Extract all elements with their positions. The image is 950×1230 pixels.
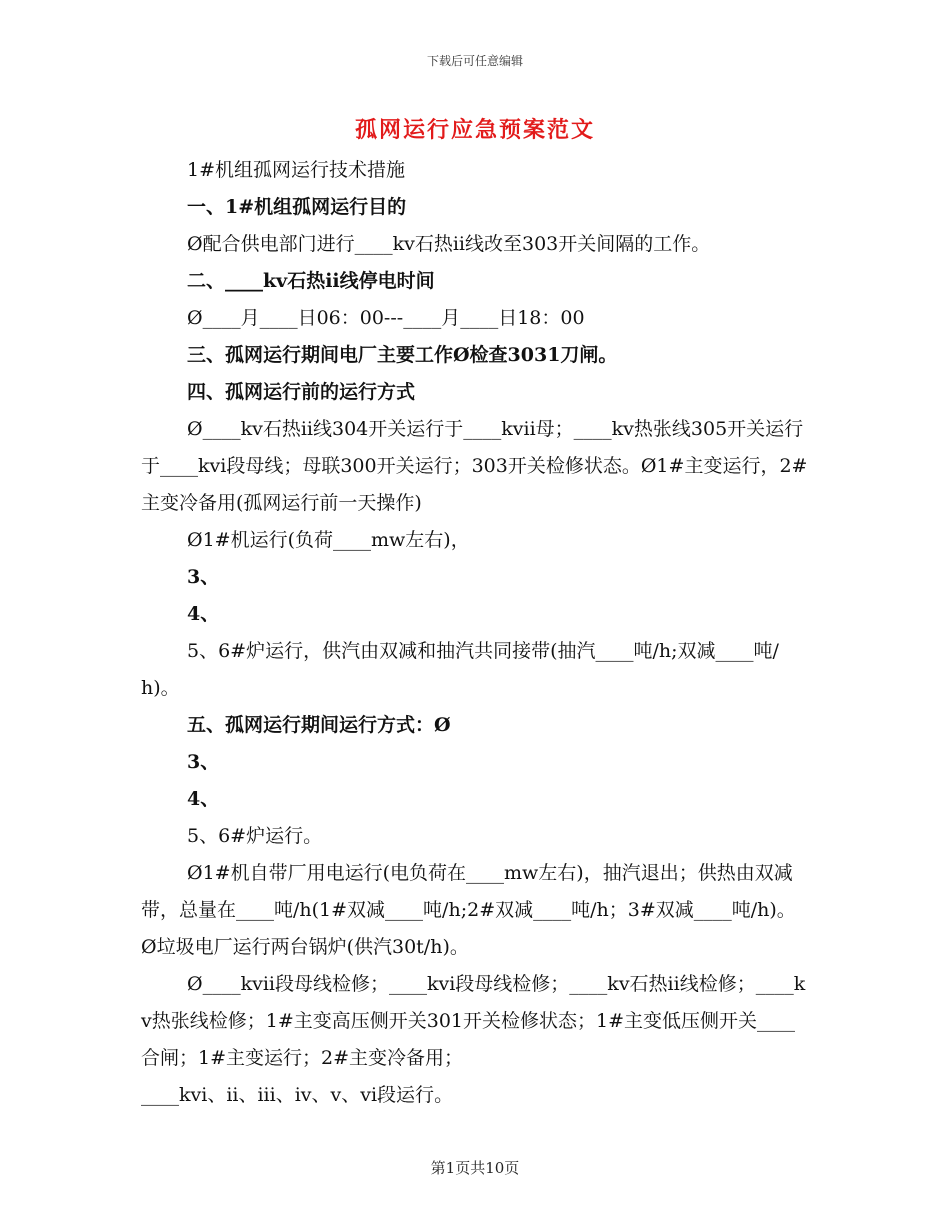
section-heading: 4、 bbox=[187, 603, 220, 625]
section-heading: 五、孤网运行期间运行方式：Ø bbox=[187, 714, 451, 736]
section-heading: 二、____kv石热ii线停电时间 bbox=[187, 270, 435, 292]
section-heading: 一、1#机组孤网运行目的 bbox=[187, 196, 407, 218]
body-paragraph: 1#机组孤网运行技术措施 bbox=[187, 159, 406, 181]
body-paragraph: Ø1#机运行(负荷____mw左右)， bbox=[187, 529, 470, 551]
section-heading: 三、孤网运行期间电厂主要工作Ø检查3031刀闸。 bbox=[187, 344, 618, 366]
body-paragraph: ____kvi、ii、iii、iv、v、vi段运行。 bbox=[141, 1084, 454, 1106]
body-paragraph: Ø配合供电部门进行____kv石热ii线改至303开关间隔的工作。 bbox=[187, 233, 711, 255]
section-heading: 四、孤网运行前的运行方式 bbox=[187, 381, 416, 403]
body-paragraph: Ø____kvii段母线检修；____kvi段母线检修；____kv石热ii线检修；____kv热张线检修；1#主变高压侧开关301开关检修状态；1#主变低压侧开关____合闸；1#主变运行；2#主变冷备用； bbox=[141, 973, 806, 1069]
body-paragraph: Ø____月____日06：00---____月____日18：00 bbox=[187, 307, 585, 329]
body-paragraph: Ø____kv石热ii线304开关运行于____kvii母；____kv热张线305开关运行于____kvi段母线；母联300开关运行；303开关检修状态。Ø1#主变运行，2#主变冷备用(孤网运行前一天操作) bbox=[141, 418, 808, 514]
section-heading: 4、 bbox=[187, 788, 220, 810]
section-heading: 3、 bbox=[187, 751, 220, 773]
body-paragraph: 5、6#炉运行，供汽由双减和抽汽共同接带(抽汽____吨/h;双减____吨/h)。 bbox=[141, 640, 779, 699]
body-paragraph: Ø1#机自带厂用电运行(电负荷在____mw左右)，抽汽退出；供热由双减带，总量在____吨/h(1#双减____吨/h;2#双减____吨/h；3#双减____吨/h)。Ø垃圾电厂运行两台锅炉(供汽30t/h)。 bbox=[141, 862, 796, 958]
page-number-footer: 第1页共10页 bbox=[430, 1159, 520, 1177]
document-body bbox=[141, 152, 809, 1114]
body-paragraph: 5、6#炉运行。 bbox=[187, 825, 323, 847]
document-title: 孤网运行应急预案范文 bbox=[354, 117, 595, 143]
page-header-note: 下载后可任意编辑 bbox=[426, 54, 523, 68]
section-heading: 3、 bbox=[187, 566, 220, 588]
